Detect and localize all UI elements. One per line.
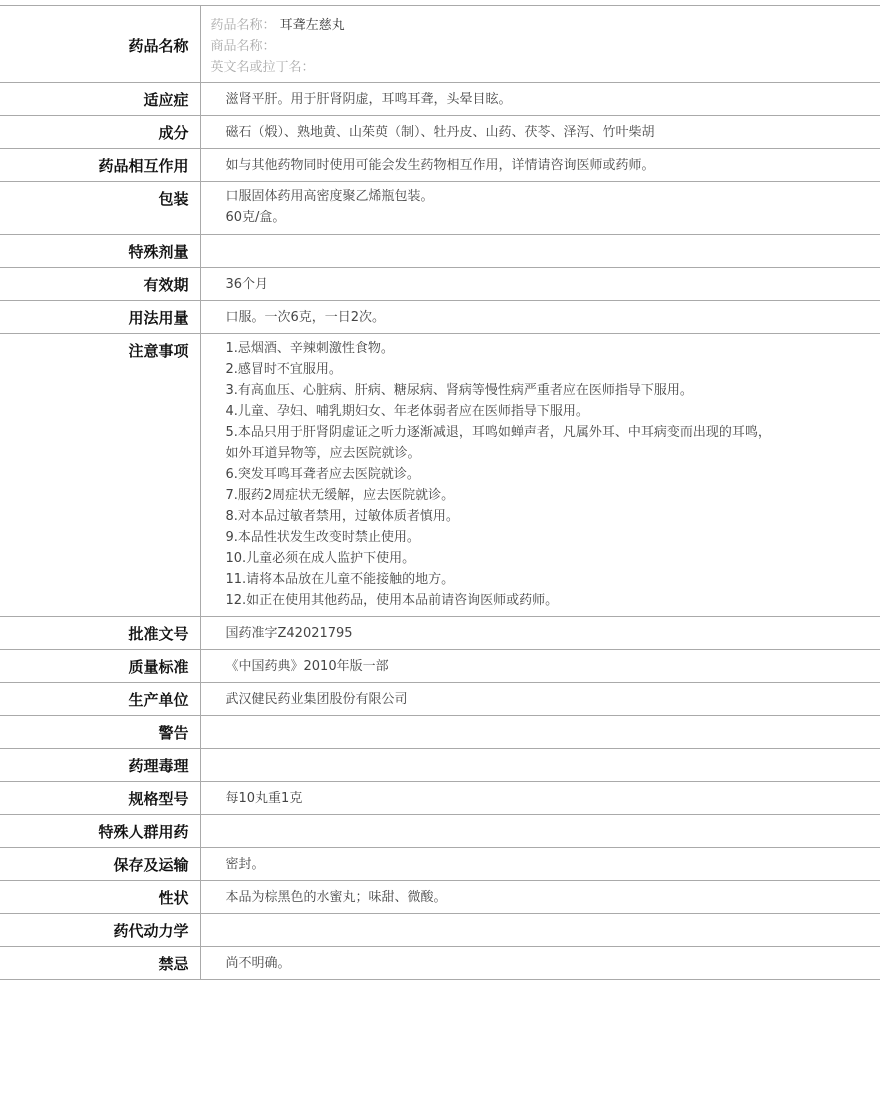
value-contraindications: 尚不明确。 — [225, 956, 291, 971]
label-specification: 规格型号 — [0, 782, 200, 815]
row-contraindications — [0, 947, 880, 980]
generic-name-key: 药品名称： — [210, 18, 276, 33]
row-warning — [0, 716, 880, 749]
precaution-item: 11.请将本品放在儿童不能接触的地方。 — [225, 572, 455, 587]
value-precautions — [200, 334, 880, 617]
row-manufacturer — [0, 683, 880, 716]
row-approval-number — [0, 617, 880, 650]
generic-name-line — [211, 15, 880, 36]
label-precautions: 注意事项 — [0, 334, 200, 617]
label-indications: 适应症 — [0, 83, 200, 116]
precaution-item: 6.突发耳鸣耳聋者应去医院就诊。 — [225, 467, 420, 482]
precaution-item: 12.如正在使用其他药品，使用本品前请咨询医师或药师。 — [225, 593, 559, 608]
value-drug-name — [200, 6, 880, 83]
value-indications: 滋肾平肝。用于肝肾阴虚，耳鸣耳聋，头晕目眩。 — [225, 92, 512, 107]
generic-name-value: 耳聋左慈丸 — [279, 18, 345, 33]
label-description: 性状 — [0, 881, 200, 914]
english-name-line — [211, 57, 880, 78]
label-storage: 保存及运输 — [0, 848, 200, 881]
label-approval-number: 批准文号 — [0, 617, 200, 650]
row-shelf-life — [0, 268, 880, 301]
precaution-item: 9.本品性状发生改变时禁止使用。 — [225, 530, 420, 545]
value-toxicology — [200, 749, 880, 782]
value-description: 本品为棕黑色的水蜜丸；味甜、微酸。 — [225, 890, 447, 905]
row-ingredients — [0, 116, 880, 149]
value-interactions: 如与其他药物同时使用可能会发生药物相互作用，详情请咨询医师或药师。 — [225, 158, 655, 173]
row-special-population — [0, 815, 880, 848]
row-usage — [0, 301, 880, 334]
precaution-item: 4.儿童、孕妇、哺乳期妇女、年老体弱者应在医师指导下服用。 — [225, 404, 589, 419]
label-manufacturer: 生产单位 — [0, 683, 200, 716]
row-quality-standard — [0, 650, 880, 683]
value-special-dosage — [200, 235, 880, 268]
english-name-key: 英文名或拉丁名： — [210, 60, 315, 75]
value-pharmacokinetics — [200, 914, 880, 947]
precaution-item: 8.对本品过敏者禁用，过敏体质者慎用。 — [225, 509, 459, 524]
label-special-population: 特殊人群用药 — [0, 815, 200, 848]
value-packaging — [200, 182, 880, 235]
row-special-dosage — [0, 235, 880, 268]
row-indications — [0, 83, 880, 116]
label-warning: 警告 — [0, 716, 200, 749]
value-special-population — [200, 815, 880, 848]
label-quality-standard: 质量标准 — [0, 650, 200, 683]
label-interactions: 药品相互作用 — [0, 149, 200, 182]
row-pharmacokinetics — [0, 914, 880, 947]
drug-info-table — [0, 5, 880, 980]
label-pharmacokinetics: 药代动力学 — [0, 914, 200, 947]
row-description — [0, 881, 880, 914]
row-toxicology — [0, 749, 880, 782]
value-storage: 密封。 — [225, 857, 265, 872]
label-shelf-life: 有效期 — [0, 268, 200, 301]
row-interactions — [0, 149, 880, 182]
packaging-line: 60克/盒。 — [225, 210, 286, 225]
label-ingredients: 成分 — [0, 116, 200, 149]
label-contraindications: 禁忌 — [0, 947, 200, 980]
value-shelf-life: 36个月 — [225, 277, 269, 292]
precaution-item: 5.本品只用于肝肾阴虚证之听力逐渐减退，耳鸣如蝉声者，凡属外耳、中耳病变而出现的耳鸣，如外耳道异物等，应去医院就诊。 — [225, 425, 771, 461]
value-warning — [200, 716, 880, 749]
row-drug-name — [0, 6, 880, 83]
value-approval-number: 国药准字Z42021795 — [225, 626, 353, 641]
value-quality-standard: 《中国药典》2010年版一部 — [225, 659, 389, 674]
value-manufacturer: 武汉健民药业集团股份有限公司 — [225, 692, 408, 707]
precaution-item: 2.感冒时不宜服用。 — [225, 362, 342, 377]
value-specification: 每10丸重1克 — [225, 791, 303, 806]
row-packaging — [0, 182, 880, 235]
value-ingredients: 磁石（煅）、熟地黄、山茱萸（制）、牡丹皮、山药、茯苓、泽泻、竹叶柴胡 — [225, 125, 655, 140]
label-usage: 用法用量 — [0, 301, 200, 334]
label-special-dosage: 特殊剂量 — [0, 235, 200, 268]
precaution-item: 1.忌烟酒、辛辣刺激性食物。 — [225, 341, 394, 356]
row-precautions — [0, 334, 880, 617]
value-usage: 口服。一次6克，一日2次。 — [225, 310, 386, 325]
trade-name-line — [211, 36, 880, 57]
row-storage — [0, 848, 880, 881]
label-packaging: 包装 — [0, 182, 200, 235]
precaution-item: 7.服药2周症状无缓解，应去医院就诊。 — [225, 488, 455, 503]
packaging-line: 口服固体药用高密度聚乙烯瓶包装。 — [225, 189, 434, 204]
trade-name-key: 商品名称： — [210, 39, 276, 54]
precaution-item: 3.有高血压、心脏病、肝病、糖尿病、肾病等慢性病严重者应在医师指导下服用。 — [225, 383, 693, 398]
row-specification — [0, 782, 880, 815]
label-drug-name: 药品名称 — [0, 6, 200, 83]
label-toxicology: 药理毒理 — [0, 749, 200, 782]
precaution-item: 10.儿童必须在成人监护下使用。 — [225, 551, 416, 566]
